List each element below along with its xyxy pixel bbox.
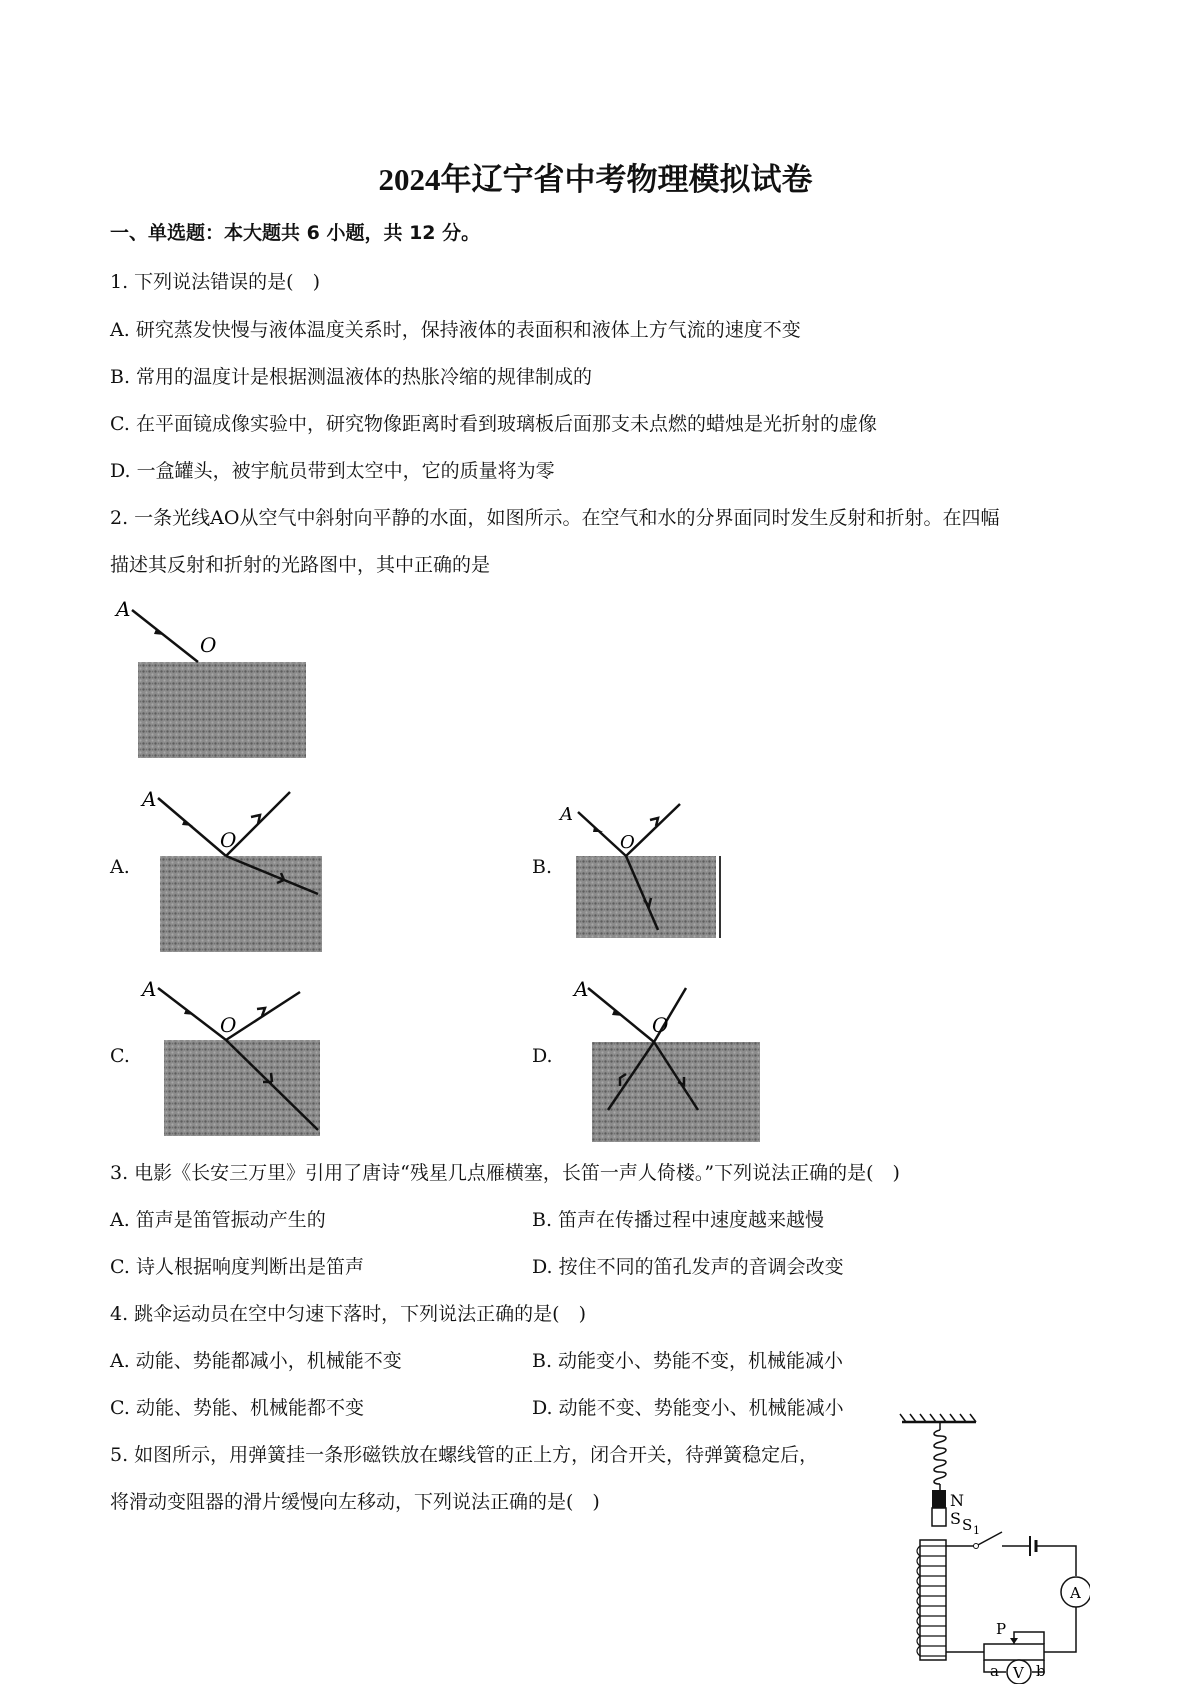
- q2-option-a-figure[interactable]: [138, 780, 328, 955]
- svg-text:A: A: [574, 977, 589, 1001]
- terminal-a-label: a: [990, 1662, 999, 1680]
- q2-option-d-figure[interactable]: [568, 970, 768, 1145]
- question-1-option-c[interactable]: C. 在平面镜成像实验中，研究物像距离时看到玻璃板后面那支未点燃的蜡烛是光折射的虚像: [110, 413, 877, 435]
- magnet-n: [932, 1490, 946, 1508]
- point-o-label: O: [200, 633, 217, 657]
- question-4-stem: 4. 跳伞运动员在空中匀速下落时，下列说法正确的是( ): [110, 1303, 586, 1325]
- question-5-stem-line1: 5. 如图所示，用弹簧挂一条形磁铁放在螺线管的正上方，闭合开关，待弹簧稳定后，: [110, 1444, 819, 1466]
- spring: [934, 1430, 946, 1484]
- section-heading: 一、单选题：本大题共 6 小题，共 12 分。: [110, 222, 481, 244]
- q2-option-d-label[interactable]: D.: [532, 1045, 553, 1067]
- page-title: 2024年辽宁省中考物理模拟试卷: [378, 162, 813, 197]
- svg-text:O: O: [220, 1013, 237, 1037]
- q2-option-c-figure[interactable]: [138, 970, 328, 1145]
- question-4-option-c[interactable]: C. 动能、势能、机械能都不变: [110, 1397, 364, 1419]
- question-3-option-c[interactable]: C. 诗人根据响度判断出是笛声: [110, 1256, 364, 1278]
- slider-p-label: P: [996, 1620, 1007, 1638]
- incident-ray: [132, 610, 198, 662]
- switch-label: S: [962, 1516, 973, 1534]
- svg-text:O: O: [620, 832, 635, 853]
- svg-text:1: 1: [973, 1524, 980, 1537]
- q2-option-b-figure[interactable]: [558, 794, 738, 944]
- magnet-s: [932, 1508, 946, 1526]
- q2-option-a-label[interactable]: A.: [110, 856, 130, 878]
- point-a-label: A: [116, 597, 131, 621]
- question-3-option-b[interactable]: B. 笛声在传播过程中速度越来越慢: [532, 1209, 825, 1231]
- question-2-stem-line2: 描述其反射和折射的光路图中，其中正确的是: [110, 554, 491, 576]
- terminal-b-label: b: [1036, 1662, 1046, 1680]
- magnet-s-label: S: [950, 1509, 961, 1528]
- solenoid: [920, 1540, 946, 1660]
- magnet-n-label: N: [950, 1491, 964, 1510]
- question-5-stem-line2: 将滑动变阻器的滑片缓慢向左移动，下列说法正确的是( ): [110, 1491, 600, 1513]
- question-1-option-b[interactable]: B. 常用的温度计是根据测温液体的热胀冷缩的规律制成的: [110, 366, 593, 388]
- question-2-stem-line1: 2. 一条光线AO从空气中斜射向平静的水面，如图所示。在空气和水的分界面同时发生反射和折射。在四幅: [110, 507, 1000, 529]
- rheostat: [984, 1644, 1044, 1660]
- ammeter-label: A: [1070, 1584, 1081, 1602]
- question-3-option-d[interactable]: D. 按住不同的笛孔发声的音调会改变: [532, 1256, 844, 1278]
- question-3-option-a[interactable]: A. 笛声是笛管振动产生的: [110, 1209, 326, 1231]
- question-4-option-b[interactable]: B. 动能变小、势能不变，机械能减小: [532, 1350, 844, 1372]
- q2-base-figure: [112, 592, 312, 762]
- q5-circuit-figure: [890, 1410, 1090, 1684]
- water-surface: [138, 662, 306, 758]
- svg-text:A: A: [142, 977, 157, 1001]
- question-3-stem: 3. 电影《长安三万里》引用了唐诗“残星几点雁横塞，长笛一声人倚楼。”下列说法正确的是( ): [110, 1162, 900, 1184]
- q2-option-c-label[interactable]: C.: [110, 1045, 130, 1067]
- svg-text:A: A: [560, 804, 573, 825]
- q2-option-b-label[interactable]: B.: [532, 856, 553, 878]
- question-4-option-d[interactable]: D. 动能不变、势能变小、机械能减小: [532, 1397, 844, 1419]
- svg-text:A: A: [142, 787, 157, 811]
- voltmeter-label: V: [1013, 1664, 1024, 1682]
- question-1-stem: 1. 下列说法错误的是( ): [110, 271, 320, 293]
- question-1-option-a[interactable]: A. 研究蒸发快慢与液体温度关系时，保持液体的表面积和液体上方气流的速度不变: [110, 319, 801, 341]
- question-4-option-a[interactable]: A. 动能、势能都减小，机械能不变: [110, 1350, 402, 1372]
- question-1-option-d[interactable]: D. 一盒罐头，被宇航员带到太空中，它的质量将为零: [110, 460, 555, 482]
- svg-text:O: O: [652, 1013, 669, 1037]
- svg-text:O: O: [220, 828, 237, 852]
